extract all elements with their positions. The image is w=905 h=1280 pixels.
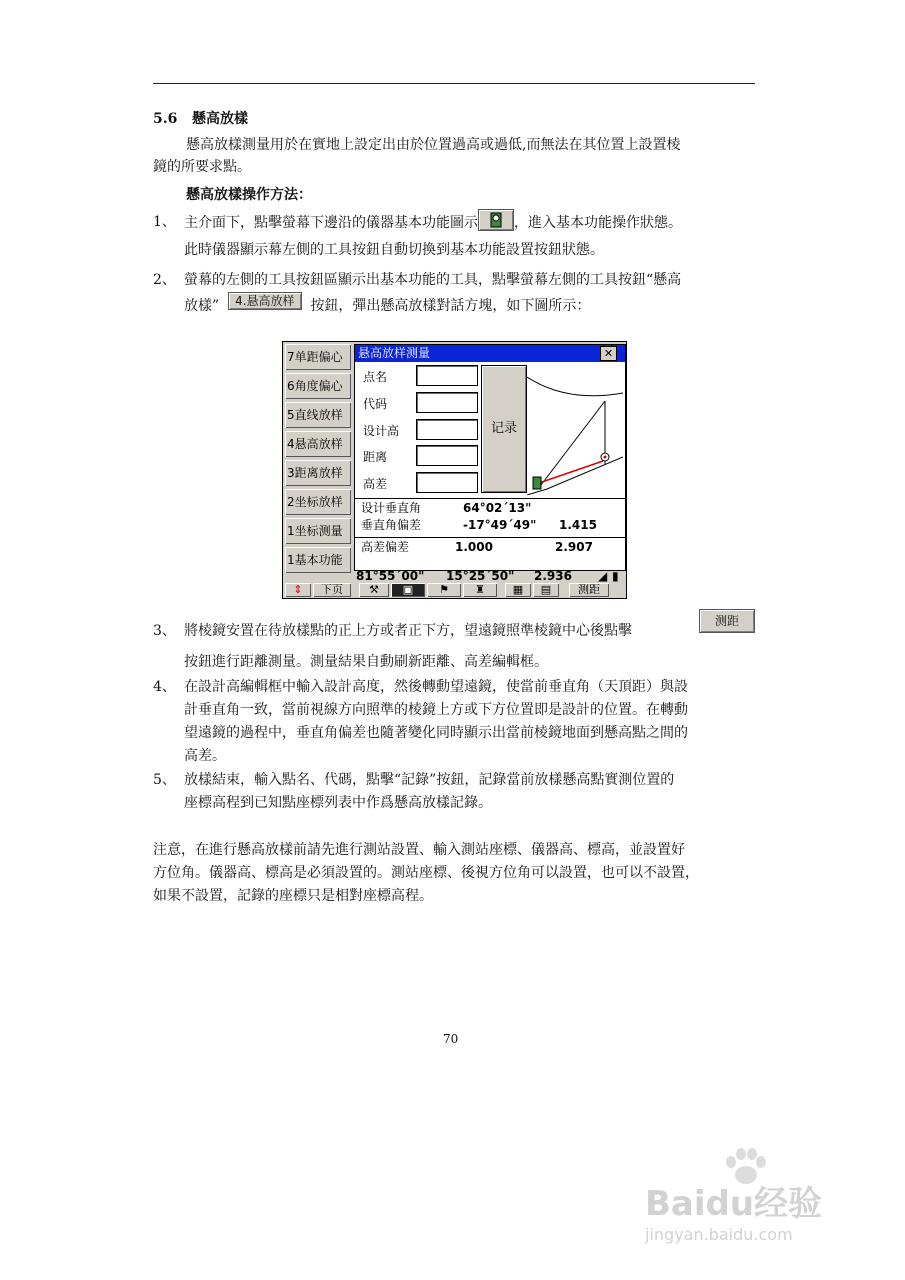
next-page-button[interactable]: 下页 xyxy=(313,583,351,597)
stakeout-dialog xyxy=(354,344,626,571)
signal-icon: ◢ xyxy=(598,569,608,583)
step2-line2: 放樣” 4.悬高放样 按鈕，彈出懸高放樣對話方塊，如下圖所示： xyxy=(184,294,591,314)
hdiff-value: 1.000 xyxy=(455,540,493,554)
bottom-toolbar xyxy=(283,583,626,597)
side-button-1[interactable]: 7单距偏心 xyxy=(285,344,351,370)
side-button-8[interactable]: 1基本功能 xyxy=(285,547,351,573)
status-bar xyxy=(354,569,626,583)
step4-line2: 計垂直角一致，當前視線方向照準的棱鏡上方或下方位置即是設計的位置。在轉動 xyxy=(184,702,688,718)
suspended-stakeout-button[interactable]: 4.悬高放样 xyxy=(228,292,301,310)
paw-icon xyxy=(723,1148,767,1184)
status-distance: 2.936 xyxy=(534,569,572,583)
side-button-4[interactable]: 4悬高放样 xyxy=(285,431,351,457)
vangle-dev-value: -17°49´49" xyxy=(463,518,537,532)
measure-distance-inline-button[interactable]: 测距 xyxy=(699,609,755,633)
vangle-dev-row xyxy=(355,516,625,534)
side-button-3[interactable]: 5直线放样 xyxy=(285,402,351,428)
header-rule xyxy=(153,83,755,84)
calc-icon[interactable]: ▦ xyxy=(505,583,531,597)
instrument-basic-icon[interactable] xyxy=(478,209,514,231)
suspended-height-diagram xyxy=(527,365,623,495)
status-horizontal-angle: 15°25´50" xyxy=(446,569,515,583)
hdiff-label: 高差偏差 xyxy=(361,540,410,554)
design-vangle-label: 设计垂直角 xyxy=(361,501,422,515)
label-design-height: 设计高 xyxy=(363,424,400,438)
note-line-3: 如果不設置，記錄的座標只是相對座標高程。 xyxy=(153,888,433,904)
label-distance: 距离 xyxy=(363,450,388,464)
battery-icon: ▮ xyxy=(612,569,619,583)
instrument-icon[interactable]: ▣ xyxy=(391,583,425,597)
dialog-title: 悬高放样测量 ✕ xyxy=(355,345,625,362)
step2-number: 2、 xyxy=(153,272,176,288)
step3-number: 3、 xyxy=(153,623,176,639)
station-icon[interactable]: ♜ xyxy=(463,583,497,597)
tool-icon-1[interactable]: ⚒ xyxy=(359,583,389,597)
step5-line1: 放樣結束，輸入點名、代碼，點擊“記錄”按鈕，記錄當前放樣懸高點實測位置的 xyxy=(184,772,675,788)
watermark-brand: Baidu经验 xyxy=(645,1184,823,1224)
hdiff-row xyxy=(355,537,625,556)
label-code: 代码 xyxy=(363,397,388,411)
design-height-input[interactable] xyxy=(416,419,478,440)
step1-line2: 此時儀器顯示幕左側的工具按鈕自動切換到基本功能設置按鈕狀態。 xyxy=(184,242,604,258)
side-button-5[interactable]: 3距离放样 xyxy=(285,460,351,486)
side-button-2[interactable]: 6角度偏心 xyxy=(285,373,351,399)
survey-icon[interactable]: ⚑ xyxy=(427,583,461,597)
vangle-dev-label: 垂直角偏差 xyxy=(361,518,422,532)
design-vangle-row xyxy=(355,498,625,517)
height-diff-input[interactable] xyxy=(416,472,478,493)
step5-number: 5、 xyxy=(153,772,176,788)
fence-icon[interactable]: ▤ xyxy=(533,583,559,597)
step1-line1: 主介面下，點擊螢幕下邊沿的儀器基本功能圖示 ，進入基本功能操作狀態。 xyxy=(184,212,682,234)
note-line-2: 方位角。儀器高、標高是必須設置的。測站座標、後視方位角可以設置，也可以不設置， xyxy=(153,865,699,881)
baidu-watermark xyxy=(645,1162,865,1242)
status-vertical-angle: 81°55´00" xyxy=(356,569,425,583)
record-button[interactable]: 记录 xyxy=(481,365,527,493)
step4-line1: 在設計高編輯框中輸入設計高度，然後轉動望遠鏡，使當前垂直角（天頂距）與設 xyxy=(184,679,688,695)
label-point-name: 点名 xyxy=(363,370,388,384)
intro-line-1: 懸高放樣測量用於在實地上設定出由於位置過高或過低,而無法在其位置上設置棱 xyxy=(186,137,681,153)
page-number: 70 xyxy=(443,1032,459,1046)
step1-number: 1、 xyxy=(153,214,176,230)
step4-number: 4、 xyxy=(153,679,176,695)
distance-input[interactable] xyxy=(416,445,478,466)
step5-line2: 座標高程到已知點座標列表中作爲懸高放樣記錄。 xyxy=(184,795,492,811)
code-input[interactable] xyxy=(416,392,478,413)
close-icon[interactable]: ✕ xyxy=(600,346,617,361)
device-screen xyxy=(282,341,627,599)
label-height-diff: 高差 xyxy=(363,477,388,491)
vangle-dev-extra: 1.415 xyxy=(559,518,597,532)
watermark-url: jingyan.baidu.com xyxy=(645,1225,793,1244)
step3-line2: 按鈕進行距離測量。測量結果自動刷新距離、高差編輯框。 xyxy=(184,654,548,670)
measure-distance-button[interactable]: 测距 xyxy=(569,583,609,597)
step4-line3: 望遠鏡的過程中，垂直角偏差也隨著變化同時顯示出當前棱鏡地面到懸高點之間的 xyxy=(184,725,688,741)
step4-line4: 高差。 xyxy=(184,748,226,764)
step3-line1: 將棱鏡安置在待放樣點的正上方或者正下方，望遠鏡照準棱鏡中心後點擊 xyxy=(184,623,632,639)
design-vangle-value: 64°02´13" xyxy=(463,501,532,515)
hdiff-extra: 2.907 xyxy=(555,540,593,554)
step2-line1: 螢幕的左側的工具按鈕區顯示出基本功能的工具，點擊螢幕左側的工具按鈕“懸高 xyxy=(184,272,682,288)
section-heading: 5.6 懸高放樣 xyxy=(153,111,248,127)
note-line-1: 注意，在進行懸高放樣前請先進行測站設置、輸入測站座標、儀器高、標高，並設置好 xyxy=(153,842,685,858)
intro-line-2: 鏡的所要求點。 xyxy=(153,159,251,175)
up-down-arrow-icon[interactable]: ⇕ xyxy=(285,583,311,597)
side-button-7[interactable]: 1坐标测量 xyxy=(285,518,351,544)
method-heading: 懸高放樣操作方法： xyxy=(186,187,312,203)
side-button-6[interactable]: 2坐标放样 xyxy=(285,489,351,515)
point-name-input[interactable] xyxy=(416,365,478,386)
